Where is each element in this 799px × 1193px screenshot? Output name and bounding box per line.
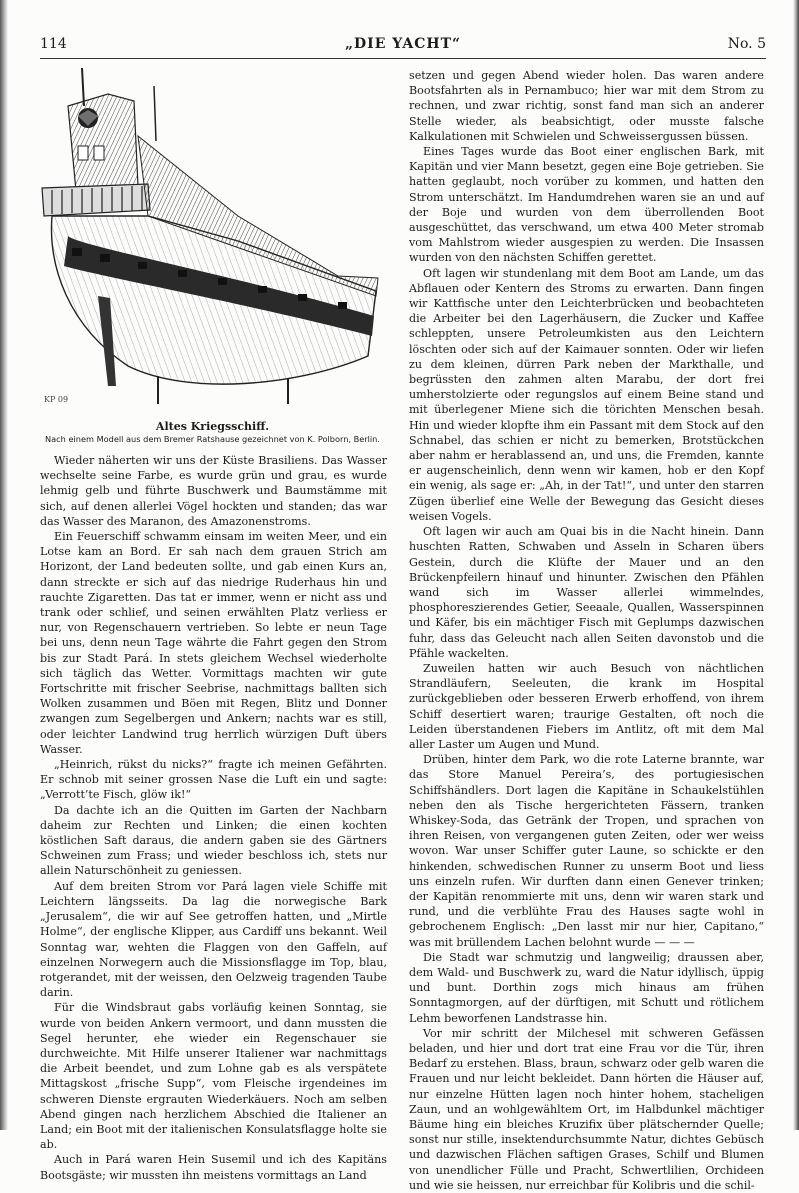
paragraph: setzen und gegen Abend wieder holen. Das waren andere Bootsfahrten als in Pernambuco; hier war mit dem Strom zu rechnen, und zwar richtig, sonst fand man sich an anderer Stelle wieder, als beabsichtigt, oder musste falsche Kalkulationen mit Schwielen und Schweissergussen büssen. [409, 69, 764, 143]
paragraph: Auf dem breiten Strom vor Pará lagen viele Schiffe mit Leichtern längsseits. Da lag die norwegische Bark „Jerusalem“, die wir auf See getroffen hatten, und „Mirtle Holme“, der englische Klipper, aus Cardiff uns bekannt. Weil Sonntag war, wehten die Flaggen von den Gaffeln, auf einzelnen Norwegern auch die Missionsflagge im Top, blau, rotgerandet, mit der weissen, den Oelzweig tragenden Taube darin. [40, 879, 387, 1000]
paragraph: „Heinrich, rükst du nicks?“ fragte ich meinen Gefährten. Er schnob mit seiner grossen Nase die Luft ein und sagte: „Verrott’te Fisch, glöw ik!“ [40, 758, 387, 802]
paragraph: Vor mir schritt der Milchesel mit schweren Gefässen beladen, und hier und dort trat eine Frau vor die Tür, ihren Bedarf zu erstehen. Blass, braun, schwarz oder gelb waren die Frauen und nur leicht bekleidet. Dann hörten die Häuser auf, nur einzelne Hütten lagen noch hinter hohem, stacheligen Zaun, und an wohlgewähltem Ort, im Halbdunkel mächtiger Bäume hing ein bleiches Kruzifix über plätschernder Quelle; sonst nur stille, insektendurchsummte Natur, dichtes Gebüsch und dazwischen Flächen saftigen Grases, Schilf und Blumen von unendlicher Fülle und Pracht, Schwertlilien, Orchideen und wie sie heissen, nur erreichbar für Kolibris und die schil- [409, 1026, 764, 1192]
paragraph: Wieder näherten wir uns der Küste Brasiliens. Das Wasser wechselte seine Farbe, es wurde grün und grau, es wurde lehmig gelb und führte Buschwerk und Baumstämme mit sich, auf denen allerlei Vögel hockten und standen; das war das Wasser des Maranon, des Amazonenstroms. [40, 454, 387, 528]
scan-edge-left [0, 0, 8, 1130]
text-column-left [40, 453, 387, 1183]
scan-edge-right [793, 0, 799, 1130]
paragraph: Oft lagen wir stundenlang mit dem Boot am Lande, um das Abflauen oder Kentern des Stroms zu erwarten. Dann fingen wir Kattfische unter den Leichterbrücken und beobachteten die Arbeiter bei den Lagerhäusern, die Zucker und Kaffee schleppten, unsere Petroleumkisten aus den Leichtern löschten oder sich auf der Kaimauer sonnten. Oder wir liefen zu dem kleinen, dürren Park neben der Markthalle, und begrüssten den zahmen alten Marabu, der dort frei umherstolzierte oder regungslos auf einem Beine stand und mit überlegener Miene sich die törichten Menschen besah. Hin und wieder klopfte ihm ein Passant mit dem Stock auf den Schnabel, das schien er nicht zu bemerken, Brotstückchen aber nahm er herablassend an, und uns, die Fremden, kannte er augenscheinlich, denn wenn wir kamen, hob er den Kopf ein wenig, als sage er: „Ah, in der Tat!“, und unter den starren Zügen überlief eine Welle der Bewegung das Gesicht dieses weisen Vogels. [409, 266, 764, 523]
figure-caption-title: Altes Kriegsschiff. [155, 420, 270, 433]
paragraph: Da dachte ich an die Quitten im Garten der Nachbarn daheim zur Rechten und Linken; die einen kochten köstlichen Saft daraus, die andern gaben sie des Gärtners Schweinen zum Frass; und wieder beschloss ich, stets nur allein Naturschönheit zu geniessen. [40, 803, 387, 878]
issue-number: No. 5 [727, 36, 766, 52]
page-number: 114 [40, 36, 67, 52]
page-header [40, 36, 766, 60]
ship-illustration [38, 66, 383, 411]
text-column-right [409, 68, 764, 1193]
paragraph: Eines Tages wurde das Boot einer englischen Bark, mit Kapitän und vier Mann besetzt, gegen eine Boje getrieben. Sie hatten geglaubt, noch vorüber zu kommen, und hatten den Strom unterschätzt. Im Handumdrehen waren sie an und auf der Boje und wurden von dem überrollenden Boot ausgeschüttet, das verschwand, um etwa 400 Meter stromab vom Mahlstrom wieder ausgespien zu werden. Die Insassen wurden von den nächsten Schiffen gerettet. [409, 145, 764, 265]
paragraph: Drüben, hinter dem Park, wo die rote Laterne brannte, war das Store Manuel Pereira’s, des portugiesischen Schiffshändlers. Dort lagen die Kapitäne in Schaukelstühlen neben den als Tische hergerichteten Fässern, tranken Whiskey-Soda, das Getränk der Tropen, und sprachen von ihren Reisen, von vergangenen guten Zeiten, oder wer weiss wovon. War unser Schiffer guter Laune, so schickte er den hinkenden, schwedischen Runner zu unserm Boot und liess uns einzeln rufen. Wir durften dann einen Genever trinken; der Kapitän renommierte mit uns, denn wir waren stark und rund, und die verblühte Frau des Hauses sagte wohl in gebrochenem Englisch: „Den lasst mir nur hier, Capitano,“ was mit brüllendem Lachen belohnt wurde — — — [409, 753, 764, 949]
journal-title: „DIE YACHT“ [344, 36, 462, 52]
paragraph: Auch in Pará waren Hein Susemil und ich des Kapitäns Bootsgäste; wir mussten ihn meistens vormittags an Land [40, 1153, 387, 1182]
paragraph: Zuweilen hatten wir auch Besuch von nächtlichen Strandläufern, Seeleuten, die krank im Hospital zurückgeblieben oder besseren Erwerb erhoffend, von ihrem Schiff desertiert waren; traurige Gestalten, oft noch die Leiden überstandenen Fiebers im Antlitz, oft mit dem Mal aller Laster um Augen und Mund. [409, 661, 764, 751]
paragraph: Die Stadt war schmutzig und langweilig; draussen aber, dem Wald- und Buschwerk zu, ward die Natur idyllisch, üppig und bunt. Dorthin zogs mich hinaus am frühen Sonntagmorgen, auf der dürftigen, mit Schutt und rötlichem Lehm beworfenen Landstrasse hin. [409, 950, 764, 1025]
paragraph: Für die Windsbraut gabs vorläufig keinen Sonntag, sie wurde von beiden Ankern vermoort, und dann mussten die Segel herunter, ehe wieder ein Regenschauer sie durchweichte. Mit Hilfe unserer Italiener war nachmittags die Arbeit beendet, und zum Lohne gab es als verspätete Mittagskost „frische Supp“, vom Fleische irgendeines im schweren Dienste ergrauten Wiederkäuers. Noch am selben Abend gingen nach herzlichem Abschied die Italiener an Land; ein Boot mit der italienischen Konsulatsflagge holte sie ab. [40, 1001, 387, 1152]
header-rule [40, 58, 766, 59]
figure-caption-credit: Nach einem Modell aus dem Bremer Ratshause gezeichnet von K. Polborn, Berlin. [45, 434, 380, 444]
paragraph: Ein Feuerschiff schwamm einsam im weiten Meer, und ein Lotse kam an Bord. Er sah nach dem grauen Strich am Horizont, der Land bedeuten sollte, und gab einen Kurs an, dann streckte er sich auf das niedrige Ruderhaus hin und rauchte Zigaretten. Das tat er immer, wenn er nicht ass und trank oder schlief, und seinen erwählten Platz verliess er nur, von Regenschauern vertrieben. So lebte er neun Tage bei uns, denn neun Tage währte die Fahrt gegen den Strom bis zur Stadt Pará. In stets gleichem Wechsel wiederholte sich täglich das Wetter. Vormittags machten wir gute Fortschritte mit frischer Seebrise, nachmittags ballten sich Wolken zusammen und Böen mit Regen, Blitz und Donner zwangen zum Segelbergen und Ankern; nachts war es still, oder leichter Landwind trug herrlich würzigen Duft übers Wasser. [40, 530, 387, 756]
artist-signature: KP 09 [44, 395, 69, 404]
paragraph: Oft lagen wir auch am Quai bis in die Nacht hinein. Dann huschten Ratten, Schwaben und Asseln in Scharen übers Gestein, durch die Klüfte der Mauer und an den Brückenpfeilern hinauf und hinunter. Zwischen den Pfählen wand sich im Wasser allerlei wimmelndes, phosphoreszierendes Getier, Seeaale, Quallen, Wasserspinnen und Käfer, bis ein mächtiger Fisch mit Geplumps dazwischen fuhr, dass das Geleucht nach allen Seiten davonstob und die Pfähle wackelten. [409, 525, 764, 660]
